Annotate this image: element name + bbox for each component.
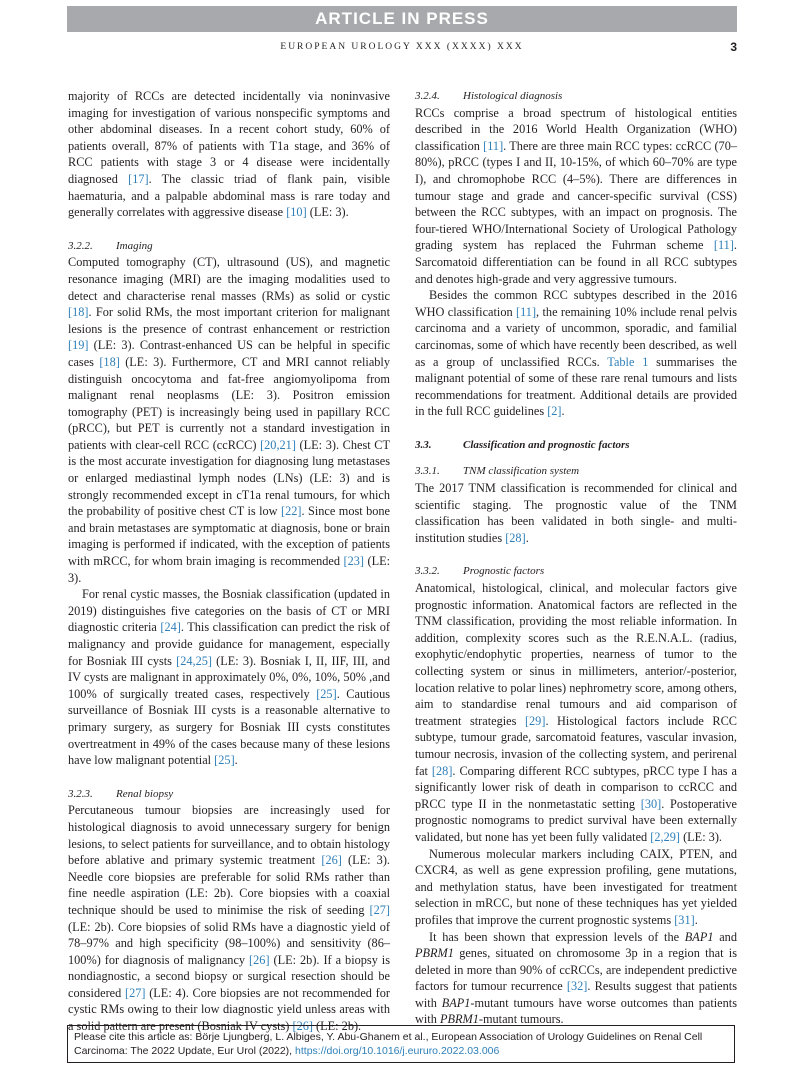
reference-link[interactable]: [25] xyxy=(214,753,235,768)
reference-link[interactable]: [26] xyxy=(249,952,270,967)
paragraph: The 2017 TNM classification is recommended for clinical and scientific staging. The prognostic value of the TNM classification has been validated in both single- and multi-institution studies [28]. xyxy=(415,481,737,545)
reference-link[interactable]: [30] xyxy=(640,796,662,811)
reference-link[interactable]: [20,21] xyxy=(260,437,296,452)
running-header xyxy=(67,42,737,58)
reference-link[interactable]: [28] xyxy=(431,763,453,778)
gene-name: PBRM1 xyxy=(439,1012,479,1027)
left-column xyxy=(68,88,390,1035)
subsection-heading-imaging: 3.2.2. Imaging xyxy=(68,239,153,252)
subsection-heading-tnm: 3.3.1. TNM classification system xyxy=(415,465,580,478)
reference-link[interactable]: [2,29] xyxy=(650,829,680,844)
reference-link[interactable]: [18] xyxy=(68,305,89,320)
gene-name: BAP1 xyxy=(441,995,471,1010)
reference-link[interactable]: [11] xyxy=(483,138,504,153)
paragraph: Computed tomography (CT), ultrasound (US), and magnetic resonance imaging (MRI) are the imaging modalities used to detect and characterise renal masses (RMs) as solid or cystic [18]. For solid RMs, the most important criterion for malignant lesions is the presence of contrast enhancement or restriction [19] (LE: 3). Contrast-enhanced US can be helpful in specific cases [18] (LE: 3). Furthermore, CT and MRI cannot reliably distinguish oncocytoma and fat-free angiomyolipoma from malignant renal neoplasms (LE: 3). Positron emission tomography (PET) is increasingly being used in papillary RCC (pRCC), but PET is currently not a standard investigation in patients with clear-cell RCC (ccRCC) [20,21] (LE: 3). Chest CT is the most accurate investigation for diagnosing lung metastases or enlarged mediastinal lymph nodes (LNs) (LE: 3) and is strongly recommended except in cT1a renal tumours, for which the probability of positive chest CT is low [22]. Since most bone and brain metastases are symptomatic at diagnosis, bone or brain imaging is performed if indicated, with the exception of patients with mRCC, for whom brain imaging is recommended [23] (LE: 3). xyxy=(68,255,391,585)
reference-link[interactable]: [22] xyxy=(281,504,302,519)
reference-link[interactable]: [23] xyxy=(343,554,364,569)
reference-link[interactable]: [32] xyxy=(566,979,588,994)
reference-link[interactable]: [28] xyxy=(505,530,526,545)
journal-name: EUROPEAN UROLOGY XXX (XXXX) XXX xyxy=(280,42,524,52)
reference-link[interactable]: [26] xyxy=(321,853,342,868)
gene-name: PBRM1 xyxy=(415,946,454,961)
reference-link[interactable]: [2] xyxy=(547,404,562,419)
reference-link[interactable]: [24] xyxy=(160,620,181,635)
paragraph: For renal cystic masses, the Bosniak classification (updated in 2019) distinguishes five categories on the basis of CT or MRI diagnostic criteria [24]. This classification can predict the risk of malignancy and provide guidance for management, especially for Bosniak III cysts [24,25] (LE: 3). Bosniak I, II, IIF, III, and IV cysts are malignant in approximately 0%, 0%, 10%, 50% ,and 100% of surgically treated cases, respectively [25]. Cautious surveillance of Bosniak III cysts is a reasonable alternative to primary surgery, as surgery for Bosniak III cysts constitutes overtreatment in 49% of the cases because many of these lesions have low malignant potential [25]. xyxy=(68,587,391,768)
gene-name: BAP1 xyxy=(684,929,714,944)
subsection-heading-renal-biopsy: 3.2.3. Renal biopsy xyxy=(68,787,174,800)
reference-link[interactable]: [17] xyxy=(128,171,149,186)
paragraph: RCCs comprise a broad spectrum of histological entities described in the 2016 World Health Organization (WHO) classification [11]. There are three main RCC types: ccRCC (70–80%), pRCC (types I and II, 10-15%, of which 60–70% are type I), and chromophobe RCC (4–5%). There are differences in tumour stage and grade and cancer-specific survival (CSS) between the RCC subtypes, with an impact on prognosis. The four-tiered WHO/International Society of Urological Pathology grading system has replaced the Fuhrman scheme [11]. Sarcomatoid differentiation can be found in all RCC subtypes and denotes high-grade and very aggressive tumours. xyxy=(415,105,737,286)
table-link[interactable]: Table 1 xyxy=(607,354,649,369)
paragraph: Besides the common RCC subtypes described in the 2016 WHO classification [11], the remaining 10% include renal pelvis carcinoma and a variety of uncommon, sporadic, and familial carcinomas, some of which have recently been described, as well as a group of unclassified RCCs. Table 1 summarises the malignant potential of some of these rare renal tumours and lists recommendations for treatment. Additional details are provided in the full RCC guidelines [2]. xyxy=(415,288,738,419)
reference-link[interactable]: [31] xyxy=(674,912,695,927)
reference-link[interactable]: [29] xyxy=(524,713,546,728)
page-number: 3 xyxy=(730,40,737,54)
subsection-heading-histological-diagnosis: 3.2.4. Histological diagnosis xyxy=(415,90,563,102)
article-in-press-banner: ARTICLE IN PRESS xyxy=(67,6,737,32)
citation-text: Please cite this article as: Börje Ljungberg, L. Albiges, Y. Abu-Ghanem et al., European Association of Urology Guidelines on Renal Cell Carcinoma: The 2022 Update, Eur Urol (2022), xyxy=(74,1031,703,1057)
paragraph: It has been shown that expression levels of the BAP1 and PBRM1 genes, situated on chromosome 3p in a region that is deleted in more than 90% of ccRCCs, are independent predictive factors for tumour recurrence [32]. Results suggest that patients with BAP1-mutant tumours have worse outcomes than patients with PBRM1-mutant tumours. xyxy=(415,929,737,1027)
subsection-heading-prognostic-factors: 3.3.2. Prognostic factors xyxy=(415,565,545,578)
reference-link[interactable]: [18] xyxy=(99,354,120,369)
reference-link[interactable]: [26] xyxy=(292,1019,313,1034)
reference-link[interactable]: [19] xyxy=(68,338,89,353)
paragraph: majority of RCCs are detected incidentally via noninvasive imaging for investigation of various nonspecific symptoms and other abdominal diseases. In a recent cohort study, 60% of patients overall, 87% of patients with T1a stage, and 36% of RCC patients with stage 3 or 4 disease were incidentally diagnosed [17]. The classic triad of flank pain, visible haematuria, and a palpable abdominal mass is rare today and generally correlates with aggressive disease [10] (LE: 3). xyxy=(68,89,390,220)
reference-link[interactable]: [27] xyxy=(369,902,390,917)
citation-box xyxy=(67,1025,735,1063)
reference-link[interactable]: [10] xyxy=(286,205,307,220)
right-column xyxy=(415,88,737,1028)
reference-link[interactable]: [25] xyxy=(316,686,337,701)
paragraph: Numerous molecular markers including CAIX, PTEN, and CXCR4, as well as gene expression profiling, gene mutations, and methylation status, have been investigated for treatment selection in mRCC, but none of these techniques has yet yielded profiles that improve the current prognostic systems [31]. xyxy=(415,846,737,927)
section-heading-classification: 3.3. Classification and prognostic factors xyxy=(415,438,630,451)
reference-link[interactable]: [11] xyxy=(713,238,734,253)
paragraph: Percutaneous tumour biopsies are increasingly used for histological diagnosis to avoid unnecessary surgery for benign lesions, to select patients for surveillance, and to obtain histology before ablative and primary systemic treatment [26] (LE: 3). Needle core biopsies are preferable for solid RMs rather than fine needle aspiration (LE: 2b). Core biopsies with a coaxial technique should be used to minimise the risk of seeding [27] (LE: 2b). Core biopsies of solid RMs have a diagnostic yield of 78–97% and high specificity (98–100%) and sensitivity (86–100%) for diagnosis of malignancy [26] (LE: 2b). If a biopsy is nondiagnostic, a second biopsy or surgical resection should be considered [27] (LE: 4). Core biopsies are not recommended for cystic RMs owing to their low diagnostic yield unless areas with a solid pattern are present (Bosniak IV cysts) [26] (LE: 2b). xyxy=(68,803,391,1034)
doi-link[interactable]: https://doi.org/10.1016/j.eururo.2022.03.006 xyxy=(295,1045,500,1057)
reference-link[interactable]: [11] xyxy=(516,304,537,319)
reference-link[interactable]: [27] xyxy=(124,985,146,1000)
paragraph: Anatomical, histological, clinical, and molecular factors give prognostic information. Anatomical factors are reflected in the TNM classification, providing the most reliable information. In addition, complexity scores such as the R.E.N.A.L. (radius, exophytic/endophytic properties, nearness of tumor to the collecting system or sinus in millimeters, anterior/-posterior, location relative to polar lines) nephrometry score, among others, aim to standardise renal tumours and aid comparison of treatment strategies [29]. Histological factors include RCC subtype, tumour grade, sarcomatoid features, vascular invasion, tumour necrosis, invasion of the collecting system, and perirenal fat [28]. Comparing different RCC subtypes, pRCC type I has a significantly lower risk of death in comparison to ccRCC and pRCC type II in the nonmetastatic setting [30]. Postoperative prognostic nomograms to predict survival have been externally validated, but none has yet been fully validated [2,29] (LE: 3). xyxy=(415,581,737,844)
reference-link[interactable]: [24,25] xyxy=(176,653,212,668)
